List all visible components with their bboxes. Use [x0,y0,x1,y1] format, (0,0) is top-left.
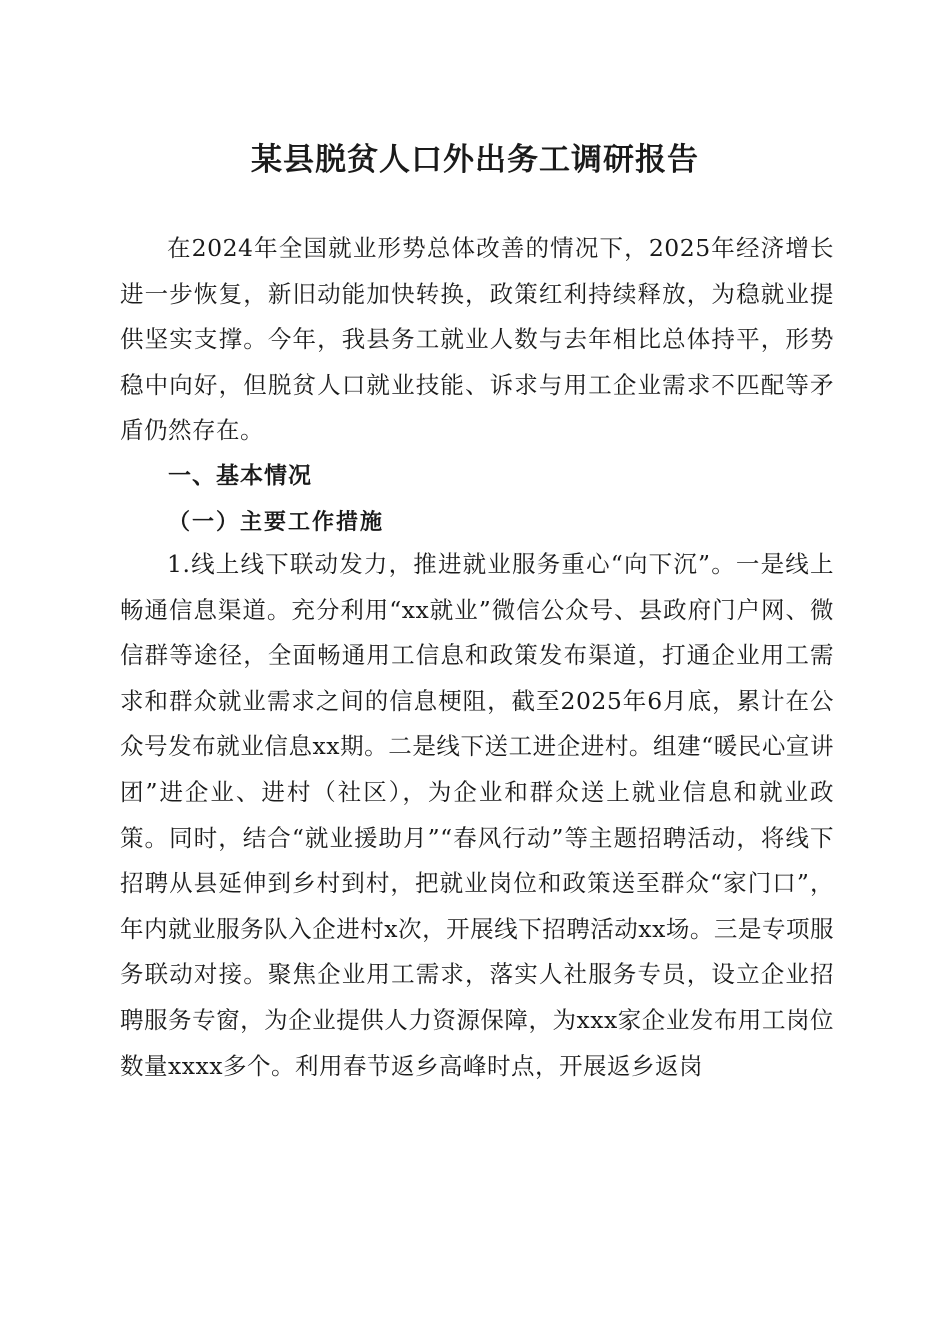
subsection-heading: （一）主要工作措施 [168,509,385,535]
measures-paragraph: 1.线上线下联动发力，推进就业服务重心“向下沉”。一是线上畅通信息渠道。充分利用“xx就业”微信公众号、县政府门户网、微信群等途径，全面畅通用工信息和政策发布渠道，打通企业用工需求和群众就业需求之间的信息梗阻，截至2025年6月底，累计在公众号发布就业信息xx期。二是线下送工进企进村。组建“暖民心宣讲团”进企业、进村（社区），为企业和群众送上就业信息和就业政策。同时，结合“就业援助月”“春风行动”等主题招聘活动，将线下招聘从县延伸到乡村到村，把就业岗位和政策送至群众“家门口”，年内就业服务队入企进村x次，开展线下招聘活动xx场。三是专项服务联动对接。聚焦企业用工需求，落实人社服务专员，设立企业招聘服务专窗，为企业提供人力资源保障，为xxx家企业发布用工岗位数量xxxx多个。利用春节返乡高峰时点，开展返乡返岗 [120,550,834,1080]
intro-paragraph: 在2024年全国就业形势总体改善的情况下，2025年经济增长进一步恢复，新旧动能加快转换，政策红利持续释放，为稳就业提供坚实支撑。今年，我县务工就业人数与去年相比总体持平，形势稳中向好，但脱贫人口就业技能、诉求与用工企业需求不匹配等矛盾仍然存在。 [120,234,834,445]
document-title: 某县脱贫人口外出务工调研报告 [251,142,699,178]
section-heading: 一、基本情况 [168,463,312,489]
